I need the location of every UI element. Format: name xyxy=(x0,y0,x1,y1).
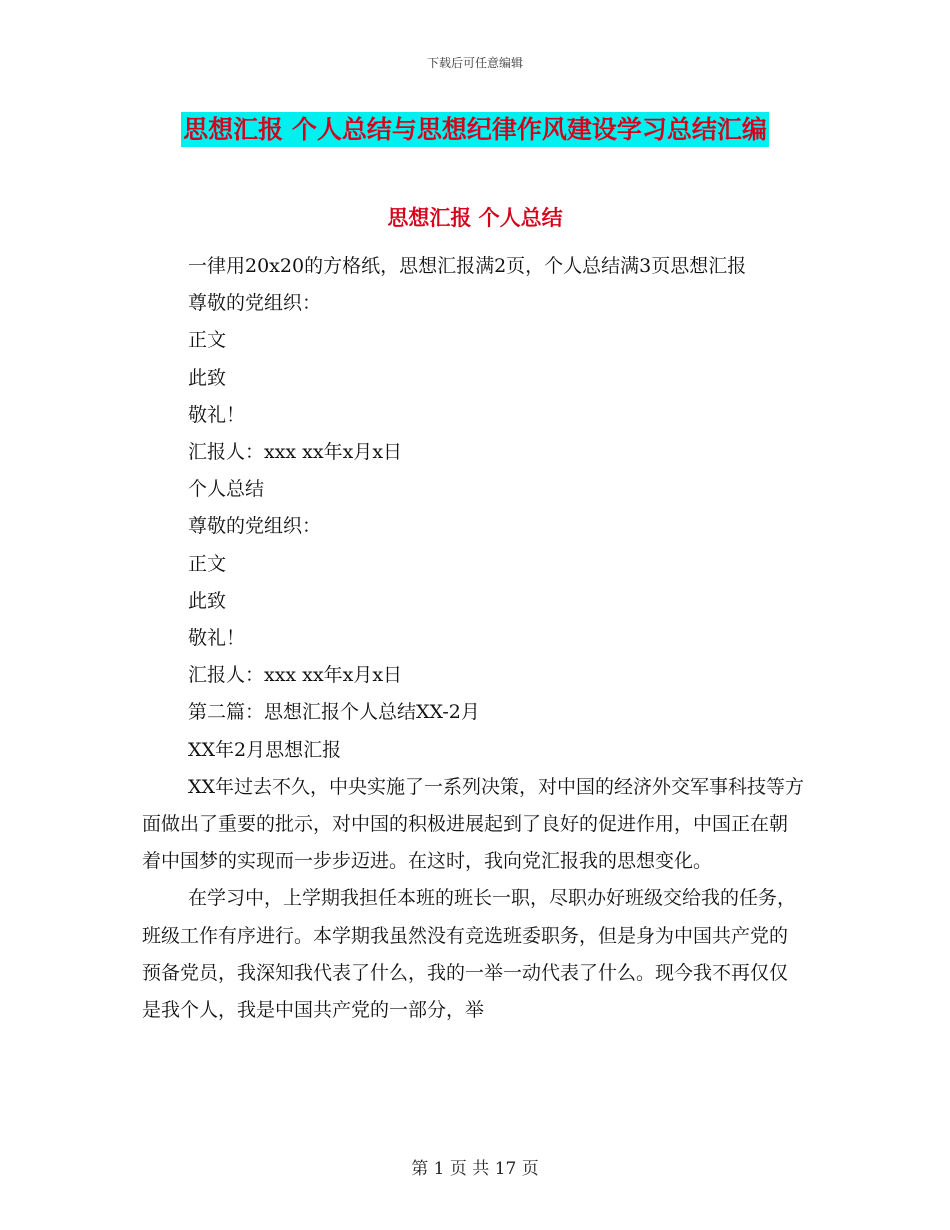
paragraph: 尊敬的党组织： xyxy=(188,515,322,538)
paragraph: 汇报人：xxx xx年x月x日 xyxy=(188,441,403,464)
paragraph: 第二篇：思想汇报个人总结XX-2月 xyxy=(188,701,480,724)
paragraph: 在学习中，上学期我担任本班的班长一职，尽职办好班级交给我的任务，班级工作有序进行。本学期我虽然没有竞选班委职务，但是身为中国共产党的预备党员，我深知我代表了什么，我的一举一动代表了什么。现今我不再仅仅是我个人，我是中国共产党的一部分，举 xyxy=(142,887,797,1022)
document-title: 思想汇报 个人总结与思想纪律作风建设学习总结汇编 xyxy=(181,112,769,147)
paragraph: 此致 xyxy=(188,366,227,389)
paragraph: XX年2月思想汇报 xyxy=(188,738,342,761)
paragraph: 一律用20x20的方格纸，思想汇报满2页，个人总结满3页思想汇报 xyxy=(188,255,747,277)
paragraph: 汇报人：xxx xx年x月x日 xyxy=(188,664,403,687)
document-title-container xyxy=(0,112,950,147)
page-header: 下载后可任意编辑 xyxy=(426,56,523,70)
page-footer: 第 1 页 共 17 页 xyxy=(411,1159,539,1179)
paragraph: 敬礼！ xyxy=(188,403,246,426)
paragraph: 敬礼！ xyxy=(188,627,246,650)
paragraph: 正文 xyxy=(188,329,227,352)
paragraph: 尊敬的党组织： xyxy=(188,292,322,315)
paragraph: XX年过去不久，中央实施了一系列决策，对中国的经济外交军事科技等方面做出了重要的批示，对中国的积极进展起到了良好的促进作用，中国正在朝着中国梦的实现而一步步迈进。在这时，我向党汇报我的思想变化。 xyxy=(142,775,805,873)
document-body xyxy=(142,248,806,1029)
paragraph: 此致 xyxy=(188,589,227,612)
section-title: 思想汇报 个人总结 xyxy=(387,206,563,230)
paragraph: 正文 xyxy=(188,552,227,575)
paragraph: 个人总结 xyxy=(188,478,265,501)
